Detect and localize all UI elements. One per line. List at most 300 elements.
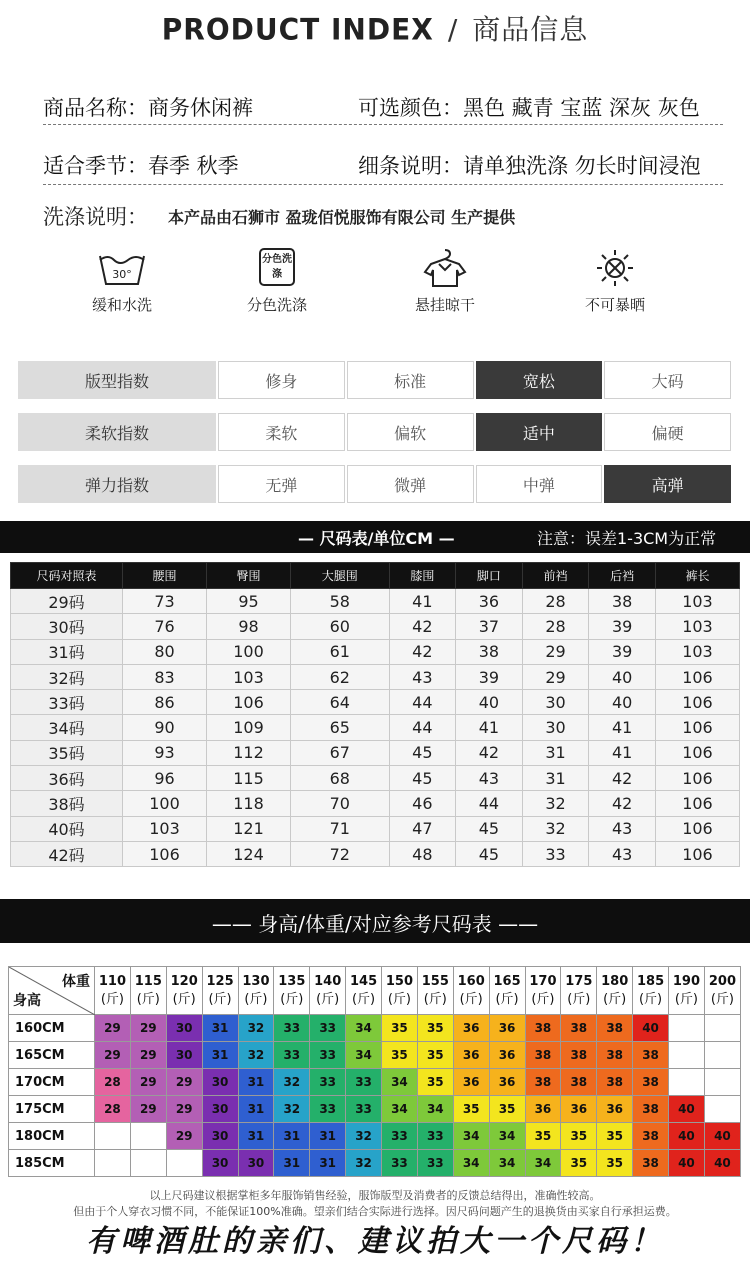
footnote-1: 以上尺码建议根据掌柜多年服饰销售经验，服饰版型及消费者的反馈总结得出，准确性较高。 <box>149 1189 601 1202</box>
weight-value: 190 <box>672 973 700 989</box>
size-cell: 30 <box>238 1150 274 1177</box>
size-cell: 38 <box>633 1123 669 1150</box>
size-value-cell: 45 <box>389 740 456 765</box>
index-option: 微弹 <box>347 465 474 503</box>
size-cell: 35 <box>597 1150 633 1177</box>
size-cell: 36 <box>597 1096 633 1123</box>
size-cell: 35 <box>561 1150 597 1177</box>
size-cell: 31 <box>274 1150 310 1177</box>
size-value-cell: 112 <box>207 740 291 765</box>
size-cell: 38 <box>525 1015 561 1042</box>
size-cell: 32 <box>238 1015 274 1042</box>
size-cell: 38 <box>597 1015 633 1042</box>
size-value-cell: 38 <box>456 639 523 664</box>
size-value-cell: 36 <box>456 589 523 614</box>
size-cell <box>669 1015 705 1042</box>
size-cell: 40 <box>669 1096 705 1123</box>
size-value-cell: 32 <box>522 816 589 841</box>
size-cell: 29 <box>130 1069 166 1096</box>
size-cell: 35 <box>453 1096 489 1123</box>
size-value-cell: 115 <box>207 766 291 791</box>
size-cell: 30 <box>166 1042 202 1069</box>
size-table <box>10 562 740 867</box>
size-label-cell: 29码 <box>11 589 123 614</box>
size-value-cell: 106 <box>655 690 739 715</box>
size-cell: 34 <box>453 1150 489 1177</box>
wash-text: 本产品由石狮市 盈珑佰悦服饰有限公司 生产提供 <box>168 208 516 227</box>
product-name: 商品名称：商务休闲裤 <box>43 96 253 120</box>
weight-value: 130 <box>242 973 270 989</box>
weight-col-header <box>95 967 131 1015</box>
size-table-header <box>11 563 740 589</box>
size-value-cell: 93 <box>123 740 207 765</box>
weight-col-header <box>382 967 418 1015</box>
height-weight-table <box>8 966 741 1177</box>
size-value-cell: 98 <box>207 614 291 639</box>
size-cell: 28 <box>95 1096 131 1123</box>
hang-dry-icon <box>417 248 473 288</box>
size-cell: 32 <box>238 1042 274 1069</box>
size-value-cell: 31 <box>522 740 589 765</box>
size-cell: 33 <box>417 1123 453 1150</box>
table-row <box>9 1069 741 1096</box>
size-cell: 34 <box>346 1015 382 1042</box>
size-value-cell: 43 <box>589 841 656 866</box>
index-option: 标准 <box>347 361 474 399</box>
index-option-selected: 高弹 <box>604 465 731 503</box>
weight-col-header <box>417 967 453 1015</box>
size-cell: 35 <box>525 1123 561 1150</box>
size-table-title: — 尺码表/单位CM — <box>298 529 455 548</box>
size-cell: 40 <box>704 1123 740 1150</box>
weight-col-header <box>669 967 705 1015</box>
weight-unit: (斤) <box>172 991 196 1007</box>
weight-col-header <box>274 967 310 1015</box>
size-table-banner <box>0 521 750 553</box>
size-cell: 34 <box>346 1042 382 1069</box>
index-label: 弹力指数 <box>18 465 216 503</box>
size-value-cell: 96 <box>123 766 207 791</box>
size-cell <box>704 1042 740 1069</box>
table-row <box>11 614 740 639</box>
size-cell: 32 <box>346 1123 382 1150</box>
size-cell: 31 <box>202 1042 238 1069</box>
weight-unit: (斤) <box>710 991 735 1007</box>
size-cell: 29 <box>166 1096 202 1123</box>
size-value-cell: 60 <box>291 614 390 639</box>
weight-unit: (斤) <box>208 991 232 1007</box>
size-value-cell: 44 <box>456 791 523 816</box>
size-value-cell: 40 <box>589 690 656 715</box>
index-option: 中弹 <box>476 465 603 503</box>
size-label-cell: 33码 <box>11 690 123 715</box>
table-corner <box>9 967 95 1015</box>
corner-height-label: 身高 <box>13 993 41 1009</box>
size-cell: 40 <box>704 1150 740 1177</box>
size-col-header: 大腿围 <box>291 563 390 589</box>
size-col-header: 裤长 <box>655 563 739 589</box>
size-cell: 36 <box>561 1096 597 1123</box>
care-label: 缓和水洗 <box>91 296 152 314</box>
weight-value: 170 <box>529 973 557 989</box>
size-value-cell: 31 <box>522 766 589 791</box>
care-label: 悬挂晾干 <box>414 296 475 314</box>
table-row <box>11 791 740 816</box>
product-season: 适合季节：春季 秋季 <box>43 154 239 178</box>
weight-unit: (斤) <box>244 991 268 1007</box>
weight-unit: (斤) <box>638 991 663 1007</box>
table-row <box>11 664 740 689</box>
size-value-cell: 39 <box>589 614 656 639</box>
divider <box>43 184 723 185</box>
size-cell: 29 <box>130 1015 166 1042</box>
size-value-cell: 43 <box>589 816 656 841</box>
wash-title: 洗涤说明： <box>43 205 148 229</box>
weight-value: 125 <box>206 973 234 989</box>
size-value-cell: 42 <box>389 614 456 639</box>
size-cell: 29 <box>166 1123 202 1150</box>
size-cell: 34 <box>489 1150 525 1177</box>
size-cell: 34 <box>525 1150 561 1177</box>
size-value-cell: 118 <box>207 791 291 816</box>
size-value-cell: 42 <box>589 766 656 791</box>
size-value-cell: 45 <box>456 816 523 841</box>
height-label-cell: 175CM <box>9 1096 95 1123</box>
size-cell: 30 <box>202 1123 238 1150</box>
size-cell: 36 <box>525 1096 561 1123</box>
size-cell: 30 <box>202 1069 238 1096</box>
page-header <box>0 8 750 48</box>
size-cell: 33 <box>310 1042 346 1069</box>
weight-unit: (斤) <box>316 991 340 1007</box>
index-option: 偏硬 <box>604 413 731 451</box>
care-label: 分色洗涤 <box>246 296 307 314</box>
size-value-cell: 103 <box>123 816 207 841</box>
size-label-cell: 34码 <box>11 715 123 740</box>
size-cell: 35 <box>382 1015 418 1042</box>
info-row-1 <box>0 82 750 128</box>
weight-value: 180 <box>601 973 629 989</box>
size-value-cell: 100 <box>123 791 207 816</box>
weight-value: 110 <box>98 973 126 989</box>
size-label-cell: 35码 <box>11 740 123 765</box>
size-cell: 35 <box>417 1069 453 1096</box>
weight-col-header <box>202 967 238 1015</box>
size-cell <box>130 1150 166 1177</box>
size-col-header: 前裆 <box>522 563 589 589</box>
size-value-cell: 106 <box>655 715 739 740</box>
weight-unit: (斤) <box>423 991 447 1007</box>
size-value-cell: 28 <box>522 589 589 614</box>
size-cell: 38 <box>561 1015 597 1042</box>
weight-value: 185 <box>636 973 665 989</box>
weight-col-header <box>346 967 382 1015</box>
size-cell: 38 <box>633 1069 669 1096</box>
care-item-hang-dry <box>390 248 500 315</box>
size-value-cell: 103 <box>207 664 291 689</box>
size-cell: 36 <box>489 1015 525 1042</box>
care-label: 不可暴晒 <box>584 296 645 314</box>
size-value-cell: 73 <box>123 589 207 614</box>
size-cell: 31 <box>310 1150 346 1177</box>
size-value-cell: 106 <box>123 841 207 866</box>
size-value-cell: 103 <box>655 639 739 664</box>
size-value-cell: 42 <box>389 639 456 664</box>
weight-unit: (斤) <box>603 991 627 1007</box>
size-value-cell: 62 <box>291 664 390 689</box>
height-label-cell: 180CM <box>9 1123 95 1150</box>
table-row <box>9 1015 741 1042</box>
table-row <box>11 690 740 715</box>
size-cell: 32 <box>346 1150 382 1177</box>
index-row-elasticity <box>18 465 731 503</box>
size-cell: 38 <box>561 1069 597 1096</box>
size-cell <box>669 1069 705 1096</box>
size-cell: 40 <box>669 1123 705 1150</box>
weight-value: 200 <box>708 973 736 989</box>
size-cell: 30 <box>202 1096 238 1123</box>
table-row <box>11 639 740 664</box>
weight-unit: (斤) <box>280 991 304 1007</box>
product-colors: 可选颜色：黑色 藏青 宝蓝 深灰 灰色 <box>358 96 700 120</box>
index-row-softness <box>18 413 731 451</box>
weight-value: 120 <box>170 973 198 989</box>
size-cell: 34 <box>382 1096 418 1123</box>
weight-col-header <box>130 967 166 1015</box>
index-row-fit <box>18 361 731 399</box>
size-value-cell: 90 <box>123 715 207 740</box>
height-label-cell: 170CM <box>9 1069 95 1096</box>
weight-unit: (斤) <box>136 991 160 1007</box>
size-cell: 29 <box>130 1042 166 1069</box>
weight-value: 175 <box>565 973 593 989</box>
size-value-cell: 80 <box>123 639 207 664</box>
size-value-cell: 103 <box>655 589 739 614</box>
size-value-cell: 106 <box>655 791 739 816</box>
size-value-cell: 29 <box>522 639 589 664</box>
size-value-cell: 106 <box>655 841 739 866</box>
weight-col-header <box>704 967 740 1015</box>
care-item-separate-wash <box>222 248 332 315</box>
size-value-cell: 42 <box>456 740 523 765</box>
size-cell: 30 <box>166 1015 202 1042</box>
table-row <box>11 715 740 740</box>
size-cell: 38 <box>561 1042 597 1069</box>
size-value-cell: 106 <box>655 766 739 791</box>
size-value-cell: 64 <box>291 690 390 715</box>
size-cell: 40 <box>633 1015 669 1042</box>
size-value-cell: 65 <box>291 715 390 740</box>
size-value-cell: 72 <box>291 841 390 866</box>
index-option-selected: 适中 <box>476 413 603 451</box>
table-row <box>9 1123 741 1150</box>
weight-col-header <box>597 967 633 1015</box>
index-option-selected: 宽松 <box>476 361 603 399</box>
size-value-cell: 41 <box>456 715 523 740</box>
size-cell: 35 <box>417 1042 453 1069</box>
weight-unit: (斤) <box>674 991 699 1007</box>
table-row <box>11 841 740 866</box>
header-zh: 商品信息 <box>472 13 589 46</box>
size-cell <box>704 1015 740 1042</box>
care-item-gentle-wash <box>67 248 177 315</box>
size-value-cell: 71 <box>291 816 390 841</box>
size-cell: 38 <box>597 1069 633 1096</box>
size-label-cell: 30码 <box>11 614 123 639</box>
header-separator: / <box>447 13 459 46</box>
height-weight-header <box>9 967 741 1015</box>
size-cell <box>704 1096 740 1123</box>
size-cell: 38 <box>525 1069 561 1096</box>
weight-col-header <box>633 967 669 1015</box>
size-value-cell: 58 <box>291 589 390 614</box>
index-option: 无弹 <box>218 465 345 503</box>
weight-value: 135 <box>278 973 306 989</box>
size-label-cell: 40码 <box>11 816 123 841</box>
table-row <box>9 1150 741 1177</box>
size-value-cell: 103 <box>655 614 739 639</box>
size-value-cell: 70 <box>291 791 390 816</box>
table-row <box>9 1042 741 1069</box>
weight-unit: (斤) <box>459 991 483 1007</box>
size-value-cell: 76 <box>123 614 207 639</box>
size-col-header: 后裆 <box>589 563 656 589</box>
size-value-cell: 28 <box>522 614 589 639</box>
size-cell: 34 <box>489 1123 525 1150</box>
size-label-cell: 38码 <box>11 791 123 816</box>
size-cell: 31 <box>238 1069 274 1096</box>
size-table-note: 注意：误差1-3CM为正常 <box>537 529 717 548</box>
size-value-cell: 30 <box>522 715 589 740</box>
size-cell: 36 <box>453 1042 489 1069</box>
weight-col-header <box>525 967 561 1015</box>
size-label-cell: 31码 <box>11 639 123 664</box>
size-value-cell: 44 <box>389 690 456 715</box>
header-en: PRODUCT INDEX <box>161 12 434 47</box>
slogan: 有啤酒肚的亲们、建议拍大一个尺码！ <box>86 1224 664 1259</box>
size-value-cell: 45 <box>456 841 523 866</box>
size-cell: 36 <box>453 1015 489 1042</box>
size-value-cell: 46 <box>389 791 456 816</box>
size-value-cell: 67 <box>291 740 390 765</box>
size-cell <box>166 1150 202 1177</box>
divider <box>43 124 723 125</box>
weight-unit: (斤) <box>531 991 555 1007</box>
size-cell: 34 <box>453 1123 489 1150</box>
size-value-cell: 41 <box>589 715 656 740</box>
size-cell: 40 <box>669 1150 705 1177</box>
size-cell: 35 <box>561 1123 597 1150</box>
size-col-header: 尺码对照表 <box>11 563 123 589</box>
size-value-cell: 121 <box>207 816 291 841</box>
size-value-cell: 45 <box>389 766 456 791</box>
product-detail: 细条说明：请单独洗涤 勿长时间浸泡 <box>358 154 701 178</box>
size-cell: 33 <box>382 1123 418 1150</box>
weight-col-header <box>561 967 597 1015</box>
size-value-cell: 39 <box>589 639 656 664</box>
no-sun-icon <box>587 248 643 288</box>
size-cell: 34 <box>382 1069 418 1096</box>
size-cell: 31 <box>202 1015 238 1042</box>
weight-col-header <box>166 967 202 1015</box>
weight-value: 165 <box>493 973 521 989</box>
size-cell: 38 <box>633 1150 669 1177</box>
index-label: 柔软指数 <box>18 413 216 451</box>
footnote-2: 但由于个人穿衣习惯不同，不能保证100%准确。望亲们结合实际进行选择。因尺码问题产生的退换货由买家自行承担运费。 <box>73 1205 677 1218</box>
height-label-cell: 165CM <box>9 1042 95 1069</box>
size-cell: 38 <box>633 1042 669 1069</box>
weight-unit: (斤) <box>351 991 376 1007</box>
size-cell: 33 <box>274 1015 310 1042</box>
size-cell: 33 <box>310 1069 346 1096</box>
weight-col-header <box>238 967 274 1015</box>
size-value-cell: 83 <box>123 664 207 689</box>
size-value-cell: 40 <box>589 664 656 689</box>
size-value-cell: 40 <box>456 690 523 715</box>
size-value-cell: 61 <box>291 639 390 664</box>
index-option: 柔软 <box>218 413 345 451</box>
index-option: 修身 <box>218 361 345 399</box>
size-cell: 33 <box>346 1096 382 1123</box>
size-cell: 29 <box>95 1015 131 1042</box>
size-value-cell: 43 <box>389 664 456 689</box>
size-value-cell: 68 <box>291 766 390 791</box>
size-cell: 31 <box>238 1123 274 1150</box>
corner-weight-label: 体重 <box>62 974 90 990</box>
size-cell: 35 <box>417 1015 453 1042</box>
size-cell: 36 <box>489 1069 525 1096</box>
size-label-cell: 32码 <box>11 664 123 689</box>
size-cell: 33 <box>346 1069 382 1096</box>
size-value-cell: 47 <box>389 816 456 841</box>
size-cell: 29 <box>95 1042 131 1069</box>
size-cell: 30 <box>202 1150 238 1177</box>
size-value-cell: 42 <box>589 791 656 816</box>
table-row <box>11 816 740 841</box>
size-cell: 35 <box>382 1042 418 1069</box>
index-option: 大码 <box>604 361 731 399</box>
separate-wash-mark: 分色洗涤 <box>259 248 295 286</box>
size-value-cell: 38 <box>589 589 656 614</box>
info-row-2 <box>0 140 750 186</box>
weight-unit: (斤) <box>387 991 412 1007</box>
size-cell: 38 <box>525 1042 561 1069</box>
size-cell: 38 <box>633 1096 669 1123</box>
size-value-cell: 100 <box>207 639 291 664</box>
size-value-cell: 86 <box>123 690 207 715</box>
height-weight-banner <box>0 899 750 943</box>
size-cell <box>95 1150 131 1177</box>
size-value-cell: 109 <box>207 715 291 740</box>
weight-value: 155 <box>421 973 449 989</box>
size-value-cell: 95 <box>207 589 291 614</box>
size-cell <box>130 1123 166 1150</box>
size-value-cell: 33 <box>522 841 589 866</box>
weight-col-header <box>453 967 489 1015</box>
weight-value: 115 <box>134 973 162 989</box>
size-cell: 33 <box>310 1015 346 1042</box>
size-cell <box>95 1123 131 1150</box>
size-value-cell: 43 <box>456 766 523 791</box>
weight-col-header <box>489 967 525 1015</box>
size-cell <box>669 1042 705 1069</box>
size-cell: 33 <box>417 1150 453 1177</box>
table-row <box>11 589 740 614</box>
table-row <box>11 740 740 765</box>
size-cell: 29 <box>130 1096 166 1123</box>
size-cell: 34 <box>417 1096 453 1123</box>
index-label: 版型指数 <box>18 361 216 399</box>
